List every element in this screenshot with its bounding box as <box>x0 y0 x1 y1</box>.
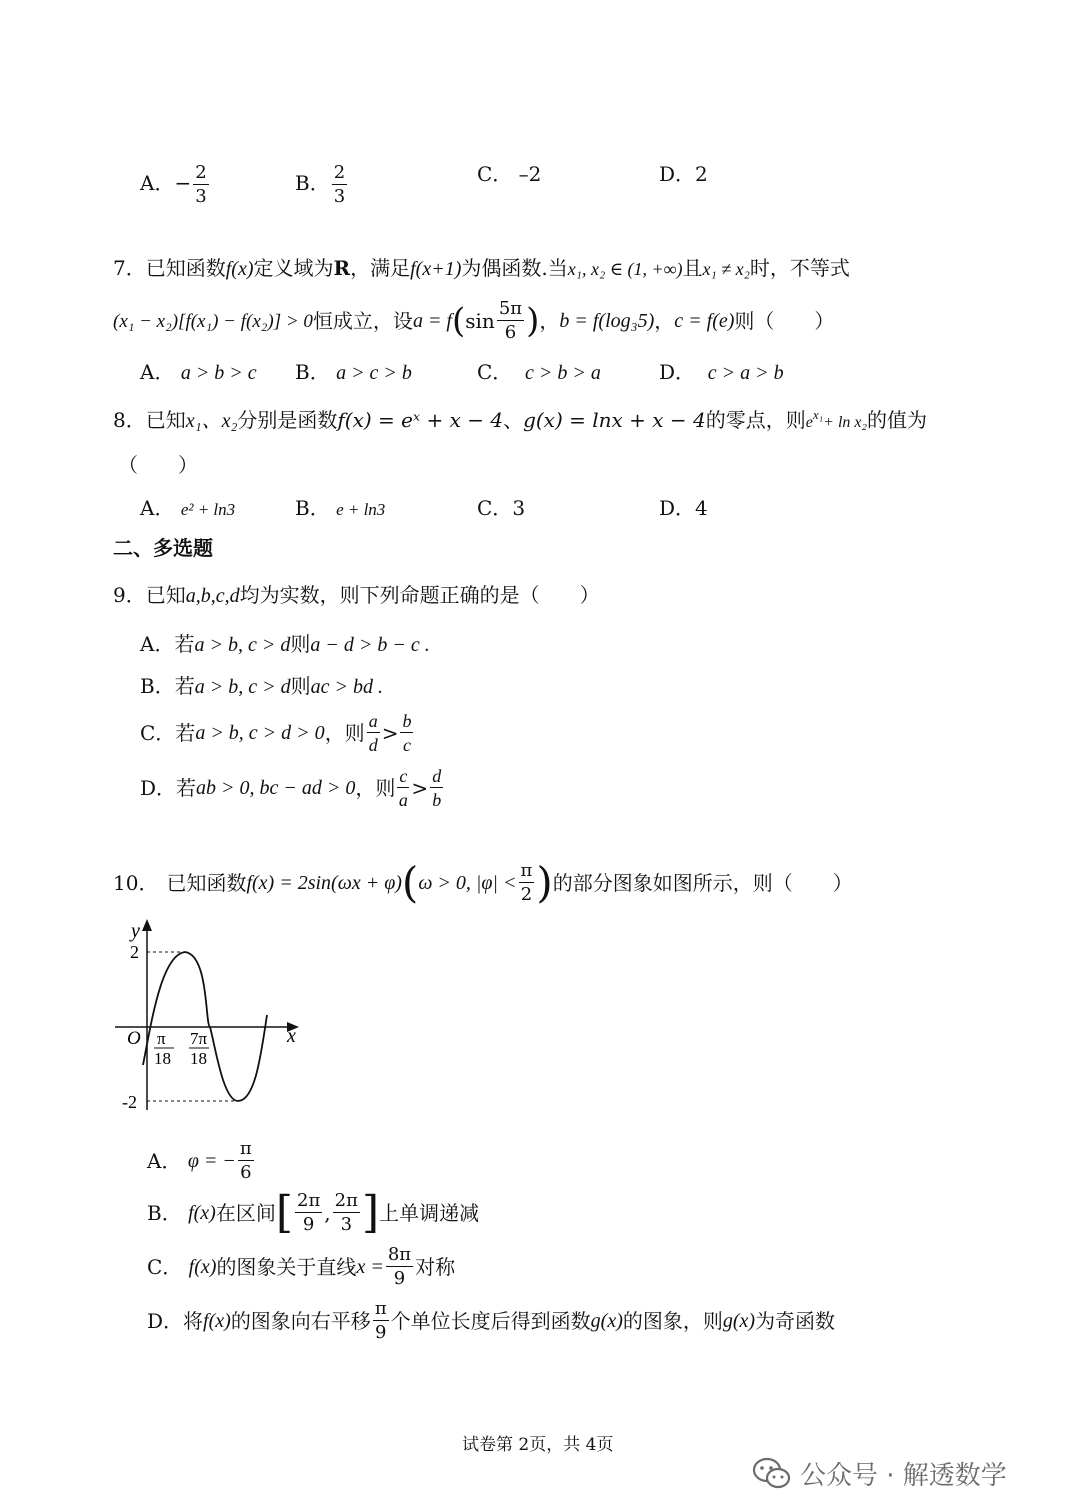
text: 个单位长度后得到函数 <box>390 1309 591 1333</box>
fraction <box>238 1140 254 1182</box>
text: 已知函数 <box>145 256 226 280</box>
denominator: 3 <box>195 186 207 207</box>
text: 的部分图象如图所示，则（ ） <box>552 871 853 895</box>
denominator: b <box>432 790 442 810</box>
q9-stem <box>113 585 600 606</box>
paren-right: ) <box>526 301 540 341</box>
text: ，满足 <box>350 256 411 280</box>
numerator: π <box>374 1298 387 1319</box>
math: g(x) = lnx + x − 4 <box>523 408 706 432</box>
denominator: 9 <box>375 1322 387 1343</box>
denominator: c <box>402 735 411 755</box>
q7-stem-line1 <box>113 258 850 279</box>
q10-option-a <box>147 1138 256 1184</box>
q9-option-a <box>140 634 430 655</box>
wechat-icon <box>752 1457 792 1491</box>
tick2-numerator: 7π <box>190 1029 208 1048</box>
q7-option-b <box>295 362 412 383</box>
text: 则 <box>290 632 311 656</box>
q7-options <box>140 362 940 386</box>
text: 定义域为 <box>253 256 334 280</box>
comma: ， <box>539 309 560 333</box>
option-label: B．若 <box>140 674 195 698</box>
text: 将 <box>183 1309 204 1333</box>
q7-stem-line2 <box>113 298 834 344</box>
fraction <box>193 164 208 206</box>
math: x₁, x₂ ∈ (1, +∞) <box>567 259 683 279</box>
option-value: 4 <box>695 496 708 520</box>
math: a > b, c > d <box>194 676 291 698</box>
text: 则 <box>290 674 311 698</box>
text: 对称 <box>415 1255 456 1279</box>
option-label: A． <box>147 1149 182 1173</box>
fraction <box>430 767 443 809</box>
minus-sign: − <box>174 171 192 195</box>
numerator: π <box>520 860 533 881</box>
math: f(x) <box>188 1202 216 1224</box>
option-value: –2 <box>518 162 542 186</box>
numerator: d <box>432 766 442 786</box>
math: a > b, c > d > 0 <box>195 722 325 744</box>
math: b = f(log₃5) <box>559 310 655 332</box>
math: ab > 0, bc − ad > 0 <box>196 777 356 799</box>
text: 均为实数，则下列命题正确的是（ ） <box>239 583 600 607</box>
numerator: b <box>402 711 412 731</box>
math: (x₁ − x₂)[f(x₁) − f(x₂)] > 0 <box>113 310 313 332</box>
math: ω > 0, |φ| < <box>418 872 517 894</box>
math: sin <box>465 309 495 333</box>
q7-option-d <box>659 362 784 383</box>
math: φ = − <box>187 1150 236 1172</box>
text: 为偶函数.当 <box>461 256 568 280</box>
question-number: 8． <box>113 408 146 432</box>
bracket-right: ] <box>361 1187 380 1238</box>
sine-graph <box>105 915 315 1115</box>
option-label: B． <box>147 1201 182 1225</box>
text: 的图象，则 <box>622 1309 723 1333</box>
text: 时，不等式 <box>749 256 850 280</box>
q7-option-c <box>477 362 601 383</box>
text: 的零点，则 <box>705 408 806 432</box>
fraction <box>332 164 347 206</box>
option-label: C． <box>477 360 513 384</box>
tick1-numerator: π <box>157 1029 166 1048</box>
q10-option-b <box>147 1188 479 1238</box>
math: g(x) <box>590 1310 623 1332</box>
text: 恒成立，设 <box>312 309 413 333</box>
denominator: 2 <box>520 884 533 905</box>
q7-option-a <box>140 362 257 383</box>
tick2-denominator: 18 <box>190 1049 207 1068</box>
question-number: 7． <box>113 256 146 280</box>
q9-option-b <box>140 676 383 697</box>
fraction <box>400 712 413 754</box>
option-label: A． <box>140 360 175 384</box>
q8-stem-line1 <box>113 408 927 431</box>
y-min-label: -2 <box>122 1092 137 1112</box>
option-label: D．若 <box>140 776 197 800</box>
option-value: 2 <box>695 162 708 186</box>
math: f(x) = eˣ + x − 4 <box>337 408 504 432</box>
origin-label: O <box>127 1028 141 1049</box>
math: f(x+1) <box>410 258 462 280</box>
option-label: D． <box>659 496 696 520</box>
option-label: D． <box>659 360 696 384</box>
q8-option-c <box>477 498 525 518</box>
option-value: c > a > b <box>707 362 784 384</box>
q10-option-d <box>147 1298 835 1344</box>
option-value: c > b > a <box>525 362 601 384</box>
option-label: B． <box>295 171 330 195</box>
text: 已知 <box>145 583 186 607</box>
fraction <box>397 767 409 809</box>
text: 的图象向右平移 <box>230 1309 371 1333</box>
math: x₁、x₂ <box>185 410 238 432</box>
numerator: 8π <box>387 1244 412 1265</box>
option-label: B． <box>295 496 330 520</box>
tick1-denominator: 18 <box>154 1049 171 1068</box>
q8-option-a <box>140 498 235 518</box>
text: 上单调递减 <box>379 1201 480 1225</box>
q8-option-b <box>295 498 385 518</box>
watermark <box>752 1455 1007 1492</box>
numerator: 2 <box>195 162 207 183</box>
comma: ， <box>654 309 675 333</box>
math: g(x) <box>722 1310 756 1332</box>
denominator: a <box>398 790 408 810</box>
numerator: 5π <box>498 298 523 319</box>
text: 已知函数 <box>166 871 247 895</box>
numerator: c <box>399 766 408 786</box>
fraction <box>519 862 535 904</box>
set-r: R <box>333 256 351 280</box>
q9-option-d <box>140 765 445 811</box>
q8-stem-line2 <box>118 455 198 475</box>
gt-sign: > <box>381 721 399 745</box>
math: a = f <box>412 310 452 332</box>
numerator: a <box>368 711 378 731</box>
numerator: 2 <box>333 162 346 183</box>
q10-stem <box>113 856 853 910</box>
question-number: 9． <box>113 583 146 607</box>
q9-option-c <box>140 710 415 756</box>
denominator: 3 <box>333 186 346 207</box>
option-label: C． <box>477 496 513 520</box>
math: f(x) <box>203 1310 231 1332</box>
option-label: A．若 <box>140 632 195 656</box>
denominator: 3 <box>340 1214 353 1235</box>
text: 分别是函数 <box>237 408 338 432</box>
text: 在区间 <box>215 1201 276 1225</box>
y-max-label: 2 <box>130 942 139 962</box>
denominator: 9 <box>302 1214 315 1235</box>
option-label: C． <box>477 162 513 186</box>
math: a > b, c > d <box>194 634 291 656</box>
denominator: 6 <box>504 322 517 343</box>
option-value: a > c > b <box>336 362 412 384</box>
y-axis-arrow <box>142 919 152 931</box>
x-axis-label: x <box>287 1025 296 1047</box>
text: ，则 <box>355 776 396 800</box>
text: 已知 <box>145 408 186 432</box>
q6-option-b <box>295 164 349 206</box>
math: f(x) <box>225 258 254 280</box>
text: 的图象关于直线 <box>216 1255 357 1279</box>
fraction <box>367 712 380 754</box>
q6-option-d <box>659 164 708 184</box>
option-value: 3 <box>512 496 526 520</box>
math: e <box>805 414 813 431</box>
numerator: 2π <box>297 1190 321 1211</box>
bracket-left: [ <box>275 1187 293 1238</box>
math: f(x) = 2sin(ωx + φ) <box>246 872 402 894</box>
option-label: C．若 <box>140 721 196 745</box>
q8-option-d <box>659 498 708 518</box>
math: x₁ <box>812 407 824 422</box>
fraction <box>386 1246 413 1288</box>
option-label: A． <box>140 171 175 195</box>
option-value: e² + ln3 <box>180 500 236 519</box>
page-footer: 试卷第 2页，共 4页 <box>462 1435 614 1455</box>
denominator: d <box>368 735 378 755</box>
math: + ln x₂ <box>823 414 868 431</box>
math: a,b,c,d <box>185 585 240 607</box>
fraction <box>295 1192 322 1234</box>
paren-left: ( <box>401 858 419 907</box>
q6-option-c <box>477 164 541 184</box>
text: 、 <box>503 408 524 432</box>
math: x₁ ≠ x₂ <box>702 259 750 279</box>
option-label: D． <box>659 162 696 186</box>
comma: , <box>324 1201 331 1225</box>
option-label: D． <box>147 1309 184 1333</box>
option-label: A． <box>140 496 175 520</box>
option-label: B． <box>295 360 330 384</box>
q10-option-c <box>147 1244 455 1290</box>
section-heading: 二、多选题 <box>113 536 213 560</box>
text: 为奇函数 <box>755 1309 836 1333</box>
option-value: e + ln3 <box>336 500 386 519</box>
math: a − d > b − c . <box>310 634 430 656</box>
q8-options <box>140 498 940 522</box>
text: ，则 <box>324 721 365 745</box>
q6-option-a <box>140 164 211 206</box>
text: 的值为 <box>867 408 928 432</box>
math: ac > bd . <box>310 676 383 698</box>
numerator: π <box>239 1138 252 1159</box>
gt-sign: > <box>411 776 429 800</box>
paren-right: ) <box>536 858 553 907</box>
paren-left: ( <box>452 301 466 341</box>
watermark-text: 公众号 · 解透数学 <box>800 1461 1007 1491</box>
option-label: C． <box>147 1255 183 1279</box>
text: 且 <box>682 256 703 280</box>
option-value: a > b > c <box>180 362 257 384</box>
y-axis-label: y <box>131 920 140 942</box>
numerator: 2π <box>334 1190 358 1211</box>
denominator: 9 <box>393 1268 406 1289</box>
fraction <box>373 1300 389 1342</box>
denominator: 6 <box>240 1162 252 1183</box>
text: 则（ ） <box>734 309 835 333</box>
fraction <box>497 300 524 342</box>
math: f(x) <box>188 1256 217 1278</box>
fraction <box>333 1192 360 1234</box>
question-number: 10． <box>113 871 159 895</box>
q6-options <box>140 150 840 207</box>
math: x = <box>356 1256 384 1278</box>
math: c = f(e) <box>674 310 735 332</box>
answer-paren: （ ） <box>118 453 198 477</box>
